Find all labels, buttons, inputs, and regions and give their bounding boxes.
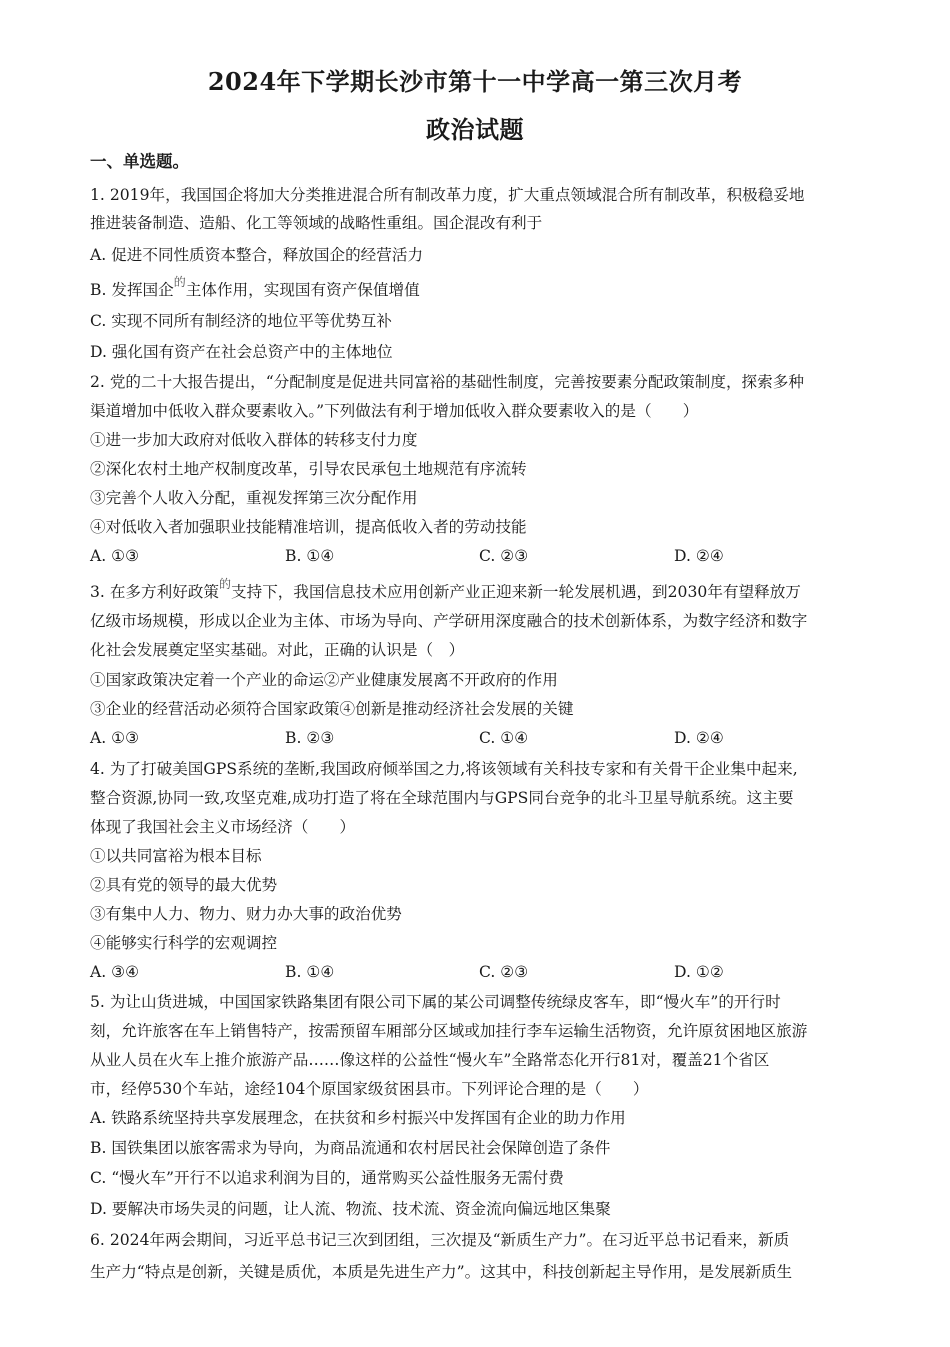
q3-stem-text: 3. 在多方利好政策 (90, 583, 219, 601)
q2-stem-line2: 渠道增加中低收入群众要素收入。”下列做法有利于增加低收入群众要素收入的是（ ） (90, 402, 699, 420)
q1-option-b-text-rest: 主体作用，实现国有资产保值增值 (185, 281, 420, 299)
q5-stem-line2: 刻，允许旅客在车上销售特产，按需预留车厢部分区域或加挂行李车运输生活物资，允许原贫困地区旅游 (90, 1022, 808, 1040)
q5-stem-line3: 从业人员在火车上推介旅游产品……像这样的公益性“慢火车”全路常态化开行81对，覆盖21个省区 (90, 1051, 770, 1069)
q1-option-b (90, 275, 420, 301)
q5-stem-line4: 市，经停530个车站，途经104个原国家级贫困县市。下列评论合理的是（ ） (90, 1080, 649, 1098)
q3-stem-line3: 化社会发展奠定坚实基础。对此，正确的认识是（ ） (90, 641, 465, 659)
q2-option-c: C. ②③ (479, 547, 529, 565)
q6-stem-line1: 6. 2024年两会期间，习近平总书记三次到团组，三次提及“新质生产力”。在习近平总书记看来，新质 (90, 1231, 790, 1249)
q5-option-a: A. 铁路系统坚持共享发展理念，在扶贫和乡村振兴中发挥国有企业的助力作用 (90, 1109, 626, 1127)
q4-statement-2: ②具有党的领导的最大优势 (90, 876, 278, 894)
q3-stem-line2: 亿级市场规模，形成以企业为主体、市场为导向、产学研用深度融合的技术创新体系，为数字经济和数字 (90, 612, 808, 630)
q4-stem-line3: 体现了我国社会主义市场经济（ ） (90, 818, 356, 836)
q2-option-a: A. ①③ (90, 547, 140, 565)
q2-option-b: B. ①④ (285, 547, 335, 565)
q2-option-d: D. ②④ (674, 547, 724, 565)
q4-stem-line1: 4. 为了打破美国GPS系统的垄断,我国政府倾举国之力,将该领域有关科技专家和有关骨干企业集中起来, (90, 760, 798, 778)
q4-statement-4: ④能够实行科学的宏观调控 (90, 934, 278, 952)
q3-statements-12: ①国家政策决定着一个产业的命运②产业健康发展离不开政府的作用 (90, 671, 558, 689)
section-heading: 一、单选题。 (90, 152, 189, 171)
q3-option-a: A. ①③ (90, 729, 140, 747)
q4-option-d: D. ①② (674, 963, 724, 981)
q3-stem-line1 (90, 577, 801, 603)
q3-option-d: D. ②④ (674, 729, 724, 747)
q1-option-c: C. 实现不同所有制经济的地位平等优势互补 (90, 312, 392, 330)
q1-stem-line1: 1. 2019年，我国国企将加大分类推进混合所有制改革力度，扩大重点领域混合所有制改革，积极稳妥地 (90, 186, 805, 204)
q4-option-b: B. ①④ (285, 963, 335, 981)
q2-statement-2: ②深化农村土地产权制度改革，引导农民承包土地规范有序流转 (90, 460, 527, 478)
q3-stem-text-rest: 支持下，我国信息技术应用创新产业正迎来新一轮发展机遇，到2030年有望释放万 (231, 583, 801, 601)
q5-option-d: D. 要解决市场失灵的问题，让人流、物流、技术流、资金流向偏远地区集聚 (90, 1200, 611, 1218)
q1-stem-line2: 推进装备制造、造船、化工等领域的战略性重组。国企混改有利于 (90, 214, 543, 232)
stray-mark: 的 (173, 275, 186, 289)
q2-statement-3: ③完善个人收入分配，重视发挥第三次分配作用 (90, 489, 418, 507)
q4-statement-1: ①以共同富裕为根本目标 (90, 847, 262, 865)
q4-option-c: C. ②③ (479, 963, 529, 981)
q5-option-b: B. 国铁集团以旅客需求为导向，为商品流通和农村居民社会保障创造了条件 (90, 1139, 611, 1157)
q3-statements-34: ③企业的经营活动必须符合国家政策④创新是推动经济社会发展的关键 (90, 700, 574, 718)
exam-subtitle: 政治试题 (426, 115, 524, 144)
q4-statement-3: ③有集中人力、物力、财力办大事的政治优势 (90, 905, 402, 923)
q3-option-b: B. ②③ (285, 729, 335, 747)
q5-stem-line1: 5. 为让山货进城，中国国家铁路集团有限公司下属的某公司调整传统绿皮客车，即“慢火车”的开行时 (90, 993, 781, 1011)
q4-stem-line2: 整合资源,协同一致,攻坚克难,成功打造了将在全球范围内与GPS同台竞争的北斗卫星导航系统。这主要 (90, 789, 794, 807)
q1-option-d: D. 强化国有资产在社会总资产中的主体地位 (90, 343, 393, 361)
stray-mark: 的 (219, 577, 232, 591)
q1-option-b-text: B. 发挥国企 (90, 281, 174, 299)
q2-statement-4: ④对低收入者加强职业技能精准培训，提高低收入者的劳动技能 (90, 518, 527, 536)
q5-option-c: C. “慢火车”开行不以追求利润为目的，通常购买公益性服务无需付费 (90, 1169, 564, 1187)
q2-statement-1: ①进一步加大政府对低收入群体的转移支付力度 (90, 431, 418, 449)
q4-option-a: A. ③④ (90, 963, 140, 981)
q6-stem-line2: 生产力“特点是创新，关键是质优，本质是先进生产力”。这其中，科技创新起主导作用，是发展新质生 (90, 1263, 793, 1281)
q3-option-c: C. ①④ (479, 729, 529, 747)
exam-title: 2024年下学期长沙市第十一中学高一第三次月考 (207, 67, 743, 96)
q2-stem-line1: 2. 党的二十大报告提出，“分配制度是促进共同富裕的基础性制度，完善按要素分配政策制度，探索多种 (90, 373, 804, 391)
q1-option-a: A. 促进不同性质资本整合，释放国企的经营活力 (90, 246, 424, 264)
